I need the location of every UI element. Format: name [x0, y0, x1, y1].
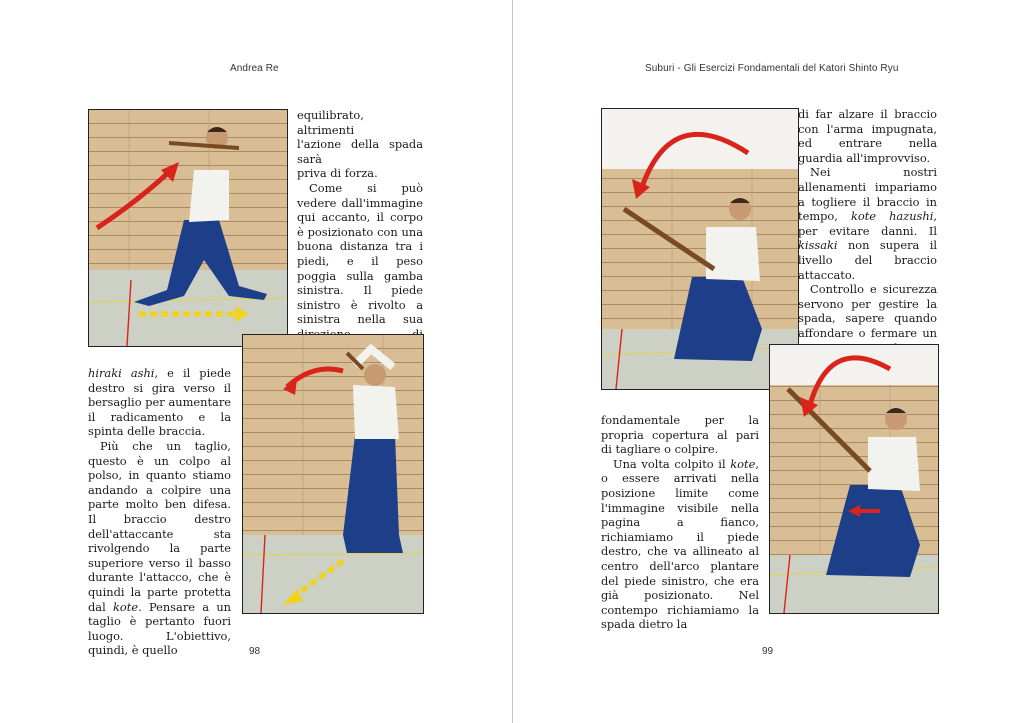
running-head-title: Suburi - Gli Esercizi Fondamentali del Katori Shinto Ryu — [645, 63, 899, 74]
paragraph — [88, 366, 231, 439]
text-line: priva di forza. — [297, 166, 378, 181]
term-kote: kote — [730, 456, 756, 471]
right-page — [513, 0, 1024, 723]
paragraph: Come si può vedere dall'immagine qui accanto, il corpo è posizionato con una buona distanza tra i piedi, e il peso poggia sulla gamba sinistra. Il piede sinistro è rivolto a sinistra nella sua — [297, 180, 423, 327]
term-kote-hazushi: kote hazushi — [850, 209, 934, 224]
running-head-author: Andrea Re — [230, 63, 279, 74]
paragraph-text: Più che un taglio, questo è un colpo al polso, in quanto stiamo andando a colpire una parte molto ben difesa. Il braccio destro dell'attaccante sta rivolgendo la parte superiore verso il basso durante l'attacco, che è quindi la parte protetta dal — [88, 438, 231, 614]
paragraph — [88, 439, 231, 658]
paragraph-text: . Pensare a un taglio è pertanto fuori luogo. L'obiettivo, quindi, è quello — [88, 599, 231, 658]
paragraph — [798, 165, 937, 282]
paragraph-text: Una volta colpito il — [613, 456, 731, 471]
paragraph: fondamentale per la propria copertura al pari di tagliare o colpire. — [601, 413, 759, 457]
page-number-right: 99 — [762, 646, 774, 657]
paragraph-text: , o essere arrivati nella posizione limite come l'immagine visibile nella pagina a fianco, richiamiamo il piede destro, che va allineato al centro dell'arco plantare del piede sinistro, che era già posizionato. Nel contempo richiamiamo la spada dietro la — [601, 456, 759, 632]
left-text-column-2 — [88, 366, 231, 658]
photo-kneel-raise — [769, 344, 939, 614]
paragraph: Controllo e sicurezza servono per gestire la spada, sapere quando affondare o fermare un — [798, 282, 937, 340]
right-text-column-1 — [798, 107, 937, 370]
paragraph — [601, 457, 759, 632]
paragraph-text: , per evitare danni. Il — [798, 209, 937, 238]
paragraph-text: Nei nostri allenamenti impariamo a togliere il braccio in tempo, — [798, 165, 937, 224]
text-line: l'azione della spada sarà — [297, 137, 423, 166]
term-kissaki: kissaki — [798, 238, 838, 253]
term-hiraki-ashi: hiraki ashi — [88, 366, 155, 380]
photo-overhead-raise — [242, 334, 424, 614]
page-number-left: 98 — [249, 646, 261, 657]
paragraph-text: , e il piede destro si gira verso il bersaglio per aumentare il radicamento e la spinta delle braccia. — [88, 366, 232, 439]
right-text-column-2 — [601, 413, 759, 632]
paragraph-text: non supera il livello del braccio attaccato. — [798, 238, 937, 282]
paragraph: di far alzare il braccio con l'arma impugnata, ed entrare nella guardia all'improvviso. — [798, 107, 937, 165]
term-kote: kote — [112, 599, 139, 614]
photo-stance-thrust — [88, 109, 288, 347]
left-text-column-1 — [297, 108, 423, 371]
text-line: equilibrato, altrimenti — [297, 108, 364, 137]
